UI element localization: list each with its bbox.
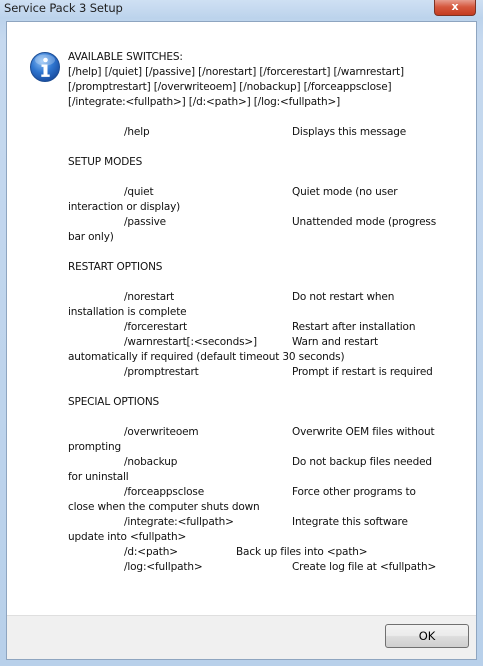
- norestart-switch: /norestart: [124, 291, 175, 303]
- nobackup-description-wrap: for uninstall: [68, 471, 129, 483]
- setup-modes-heading: SETUP MODES: [68, 156, 143, 168]
- forcerestart-description: Restart after installation: [292, 321, 416, 333]
- warnrestart-switch: /warnrestart[:<seconds>]: [124, 336, 257, 348]
- window-title: Service Pack 3 Setup: [4, 1, 123, 15]
- log-description: Create log file at <fullpath>: [292, 561, 437, 573]
- switches-list-line-3: [/integrate:<fullpath>] [/d:<path>] [/log:<fullpath>]: [68, 96, 341, 108]
- overwriteoem-description: Overwrite OEM files without: [292, 426, 435, 438]
- forceappsclose-description-wrap: close when the computer shuts down: [68, 501, 260, 513]
- passive-switch: /passive: [124, 216, 166, 228]
- button-bar: [7, 615, 476, 659]
- d-description: Back up files into <path>: [236, 546, 368, 558]
- passive-description-wrap: bar only): [68, 231, 114, 243]
- nobackup-description: Do not backup files needed: [292, 456, 432, 468]
- ok-button[interactable]: OK: [385, 624, 469, 648]
- switches-list-line-1: [/help] [/quiet] [/passive] [/norestart] [/forcerestart] [/warnrestart]: [68, 66, 404, 78]
- overwriteoem-description-wrap: prompting: [68, 441, 122, 453]
- warnrestart-description: Warn and restart: [292, 336, 378, 348]
- integrate-description-wrap: update into <fullpath>: [68, 531, 187, 543]
- information-icon: [29, 51, 61, 83]
- dialog-content: [6, 21, 477, 660]
- forceappsclose-switch: /forceappsclose: [124, 486, 205, 498]
- quiet-description-wrap: interaction or display): [68, 201, 181, 213]
- overwriteoem-switch: /overwriteoem: [124, 426, 199, 438]
- promptrestart-switch: /promptrestart: [124, 366, 199, 378]
- close-button[interactable]: [434, 0, 476, 16]
- nobackup-switch: /nobackup: [124, 456, 178, 468]
- d-switch: /d:<path>: [124, 546, 178, 558]
- warnrestart-description-wrap: automatically if required (default timeout 30 seconds): [68, 351, 345, 363]
- available-switches-heading: AVAILABLE SWITCHES:: [68, 51, 183, 63]
- passive-description: Unattended mode (progress: [292, 216, 437, 228]
- norestart-description-wrap: installation is complete: [68, 306, 187, 318]
- forceappsclose-description: Force other programs to: [292, 486, 416, 498]
- help-switch: /help: [124, 126, 150, 138]
- close-icon: x: [451, 0, 459, 13]
- forcerestart-switch: /forcerestart: [124, 321, 188, 333]
- promptrestart-description: Prompt if restart is required: [292, 366, 433, 378]
- quiet-description: Quiet mode (no user: [292, 186, 398, 198]
- switches-list-line-2: [/promptrestart] [/overwriteoem] [/nobackup] [/forceappsclose]: [68, 81, 392, 93]
- norestart-description: Do not restart when: [292, 291, 395, 303]
- help-description: Displays this message: [292, 126, 407, 138]
- restart-options-heading: RESTART OPTIONS: [68, 261, 163, 273]
- special-options-heading: SPECIAL OPTIONS: [68, 396, 160, 408]
- integrate-switch: /integrate:<fullpath>: [124, 516, 234, 528]
- title-bar[interactable]: [0, 0, 483, 20]
- log-switch: /log:<fullpath>: [124, 561, 203, 573]
- integrate-description: Integrate this software: [292, 516, 408, 528]
- quiet-switch: /quiet: [124, 186, 154, 198]
